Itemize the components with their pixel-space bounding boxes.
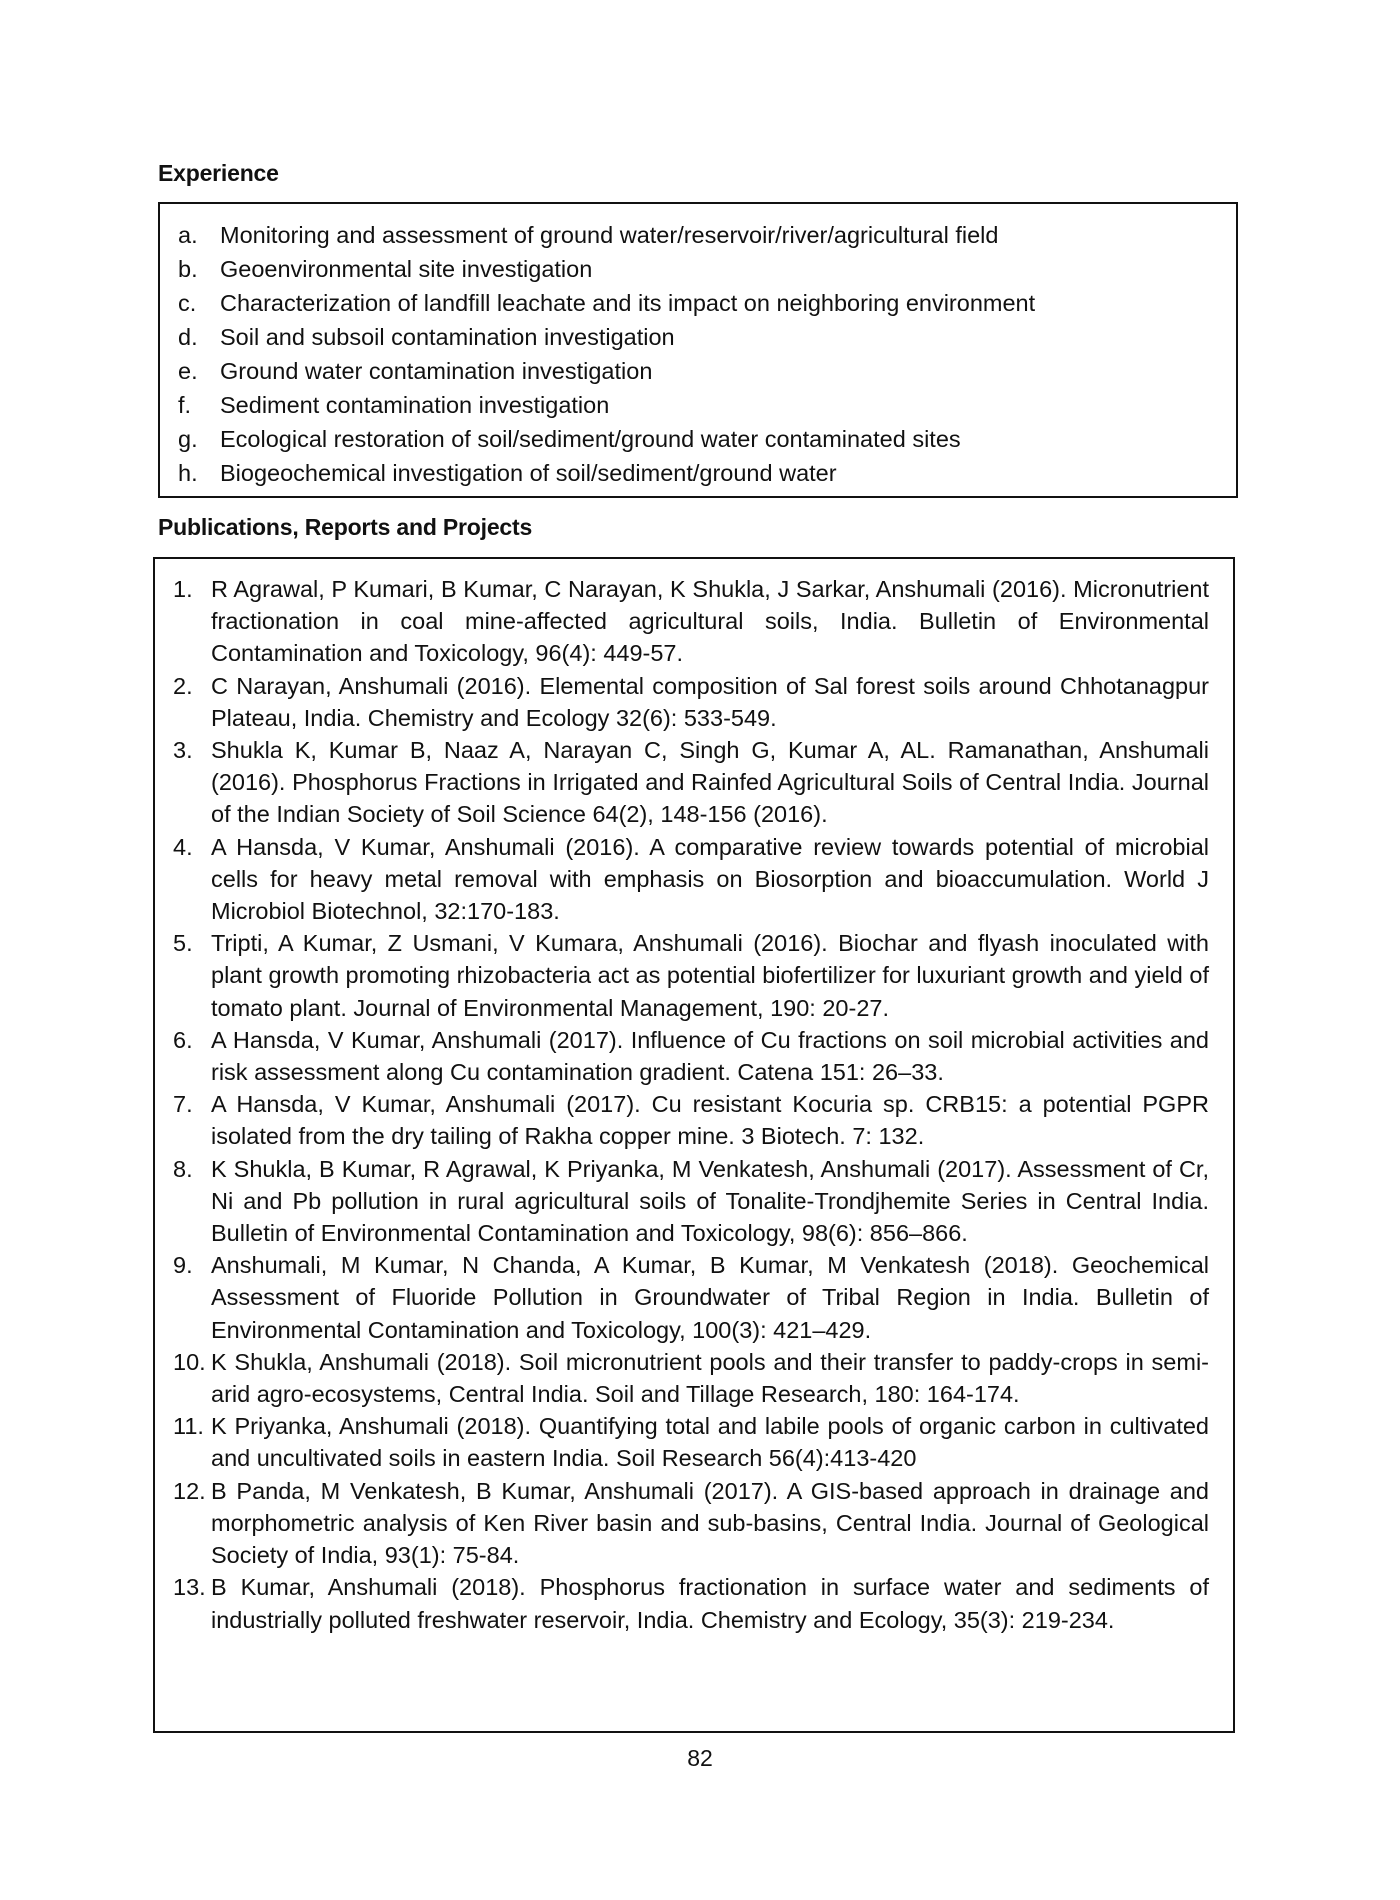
list-item-text: A Hansda, V Kumar, Anshumali (2016). A comparative review towards potential of microbial cells for heavy metal removal with emphasis on Biosorption and bioaccumulation. World J Microbiol Biotechnol, 32:170-183. (211, 833, 1209, 925)
list-item-text: Soil and subsoil contamination investigation (220, 324, 675, 350)
list-item-text: R Agrawal, P Kumari, B Kumar, C Narayan, K Shukla, J Sarkar, Anshumali (2016). Micronutrient fractionation in coal mine-affected agricultural soils, India. Bulletin of Environmental Contamination and Toxicology, 96(4): 449-57. (211, 576, 1209, 667)
list-item-text: K Shukla, Anshumali (2018). Soil micronutrient pools and their transfer to paddy-crops in semi-arid agro-ecosystems, Central India. Soil and Tillage Research, 180: 164-174. (211, 1348, 1209, 1408)
list-marker: 8. (173, 1155, 193, 1182)
list-item-text: Characterization of landfill leachate and its impact on neighboring environment (220, 290, 1036, 316)
publications-list (173, 573, 1209, 1636)
list-item (173, 734, 1209, 831)
list-marker: c. (178, 290, 197, 316)
list-marker: h. (178, 460, 198, 486)
publications-heading: Publications, Reports and Projects (158, 514, 533, 540)
list-marker: 9. (173, 1252, 193, 1279)
list-item (178, 320, 1236, 354)
list-item (178, 252, 1236, 286)
list-marker: 6. (173, 1026, 193, 1053)
list-item-text: K Priyanka, Anshumali (2018). Quantifying total and labile pools of organic carbon in cultivated and uncultivated soils in eastern India. Soil Research 56(4):413-420 (211, 1413, 1209, 1472)
list-item-text: B Kumar, Anshumali (2018). Phosphorus fractionation in surface water and sediments of industrially polluted freshwater reservoir, India. Chemistry and Ecology, 35(3): 219-234. (211, 1574, 1209, 1633)
list-marker: f. (178, 392, 192, 418)
list-marker: 2. (173, 672, 193, 699)
list-marker: 7. (173, 1091, 193, 1118)
list-item (178, 218, 1236, 252)
list-item-text: Shukla K, Kumar B, Naaz A, Narayan C, Singh G, Kumar A, AL. Ramanathan, Anshumali (2016). Phosphorus Fractions in Irrigated and Rainfed Agricultural Soils of Central India. Journal of the Indian Society of Soil Science 64(2), 148-156 (2016). (211, 737, 1209, 828)
list-marker: d. (178, 324, 198, 350)
publications-box (153, 557, 1235, 1733)
list-item-text: C Narayan, Anshumali (2016). Elemental composition of Sal forest soils around Chhotanagpur Plateau, India. Chemistry and Ecology 32(6): 533-549. (211, 672, 1209, 731)
list-item-text: Geoenvironmental site investigation (220, 256, 593, 282)
list-item-text: Anshumali, M Kumar, N Chanda, A Kumar, B Kumar, M Venkatesh (2018). Geochemical Assessment of Fluoride Pollution in Groundwater of Tribal Region in India. Bulletin of Environmental Contamination and Toxicology, 100(3): 421–429. (211, 1252, 1209, 1343)
list-item (173, 1153, 1209, 1250)
list-item (173, 1024, 1209, 1088)
list-item (173, 1571, 1209, 1635)
list-item-text: Monitoring and assessment of ground water/reservoir/river/agricultural field (220, 222, 999, 248)
list-marker: a. (178, 222, 198, 248)
list-item (178, 422, 1236, 456)
list-marker: 10. (173, 1348, 206, 1375)
list-item (173, 1410, 1209, 1474)
list-item (178, 354, 1236, 388)
list-item-text: Sediment contamination investigation (220, 392, 610, 418)
experience-heading: Experience (158, 160, 279, 186)
list-marker: g. (178, 426, 198, 452)
list-item (173, 1475, 1209, 1572)
list-item (173, 573, 1209, 670)
list-item (178, 286, 1236, 320)
list-item-text: Biogeochemical investigation of soil/sediment/ground water (220, 460, 837, 486)
list-marker: 5. (173, 930, 193, 957)
list-item-text: B Panda, M Venkatesh, B Kumar, Anshumali (2017). A GIS-based approach in drainage and morphometric analysis of Ken River basin and sub-basins, Central India. Journal of Geological Society of India, 93(1): 75-84. (211, 1477, 1209, 1569)
list-marker: 4. (173, 833, 193, 860)
list-marker: 13. (173, 1574, 206, 1601)
list-marker: e. (178, 358, 198, 384)
list-item-text: A Hansda, V Kumar, Anshumali (2017). Cu resistant Kocuria sp. CRB15: a potential PGPR isolated from the dry tailing of Rakha copper mine. 3 Biotech. 7: 132. (211, 1091, 1209, 1150)
list-item-text: Ground water contamination investigation (220, 358, 653, 384)
experience-box (158, 202, 1238, 498)
list-item (173, 927, 1209, 1024)
list-item (173, 1346, 1209, 1410)
experience-list (178, 218, 1236, 490)
list-item-text: K Shukla, B Kumar, R Agrawal, K Priyanka, M Venkatesh, Anshumali (2017). Assessment of Cr, Ni and Pb pollution in rural agricultural soils of Tonalite-Trondjhemite Series in Central India. Bulletin of Environmental Contamination and Toxicology, 98(6): 856–866. (211, 1155, 1209, 1247)
page-number: 82 (687, 1745, 713, 1771)
list-item (178, 456, 1236, 490)
list-item (173, 670, 1209, 734)
list-item (173, 1249, 1209, 1346)
list-marker: 12. (173, 1477, 206, 1504)
list-marker: b. (178, 256, 198, 282)
list-item (173, 831, 1209, 928)
list-marker: 3. (173, 737, 193, 764)
list-item-text: A Hansda, V Kumar, Anshumali (2017). Influence of Cu fractions on soil microbial activities and risk assessment along Cu contamination gradient. Catena 151: 26–33. (211, 1026, 1209, 1086)
list-marker: 11. (173, 1413, 204, 1440)
list-item (173, 1088, 1209, 1152)
list-item-text: Ecological restoration of soil/sediment/ground water contaminated sites (220, 426, 961, 452)
list-item-text: Tripti, A Kumar, Z Usmani, V Kumara, Anshumali (2016). Biochar and flyash inoculated with plant growth promoting rhizobacteria act as potential biofertilizer for luxuriant growth and yield of tomato plant. Journal of Environmental Management, 190: 20-27. (211, 930, 1209, 1021)
list-item (178, 388, 1236, 422)
list-marker: 1. (173, 576, 193, 602)
